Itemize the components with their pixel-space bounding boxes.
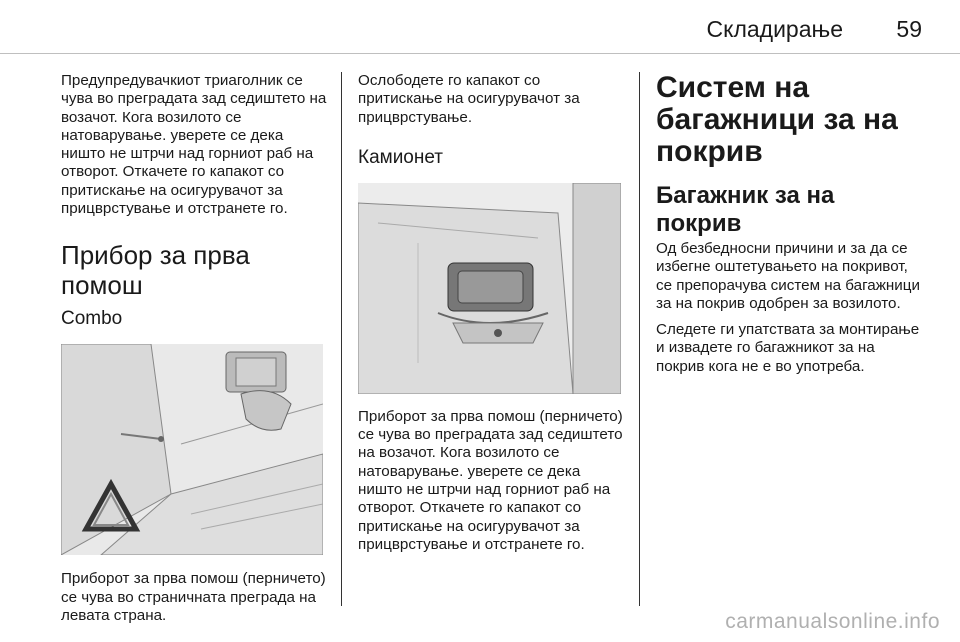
warning-triangle-text: Предупредувачкиот триаголник се чува во преградата зад седиштето на возачот. Кога возилото се натоварување. уверете се дека ништо не штрчи над горниот раб на отворот. Откачете го капакот со притискање на осигурувачот за прицврстување и отстранете го.: [61, 72, 327, 218]
roof-rack-paragraph-1: Од безбедносни причини и за да се избегне оштетувањето на покривот, се препорачува систем на багажници за на покрив одобрен за возилото.: [656, 240, 920, 312]
column-1: [61, 72, 331, 625]
roof-rack-subtitle: Багажник за на покрив: [656, 182, 835, 237]
combo-trunk-illustration: [61, 344, 323, 555]
van-figure-caption: Приборот за прва помош (перничето) се чува во преградата зад седиштето на возачот. Кога возилото се натоварување. уверете се дека ништо не штрчи над горниот раб на отворот. Откачете го капакот со притискање на осигурувачот за прицврстување и отстранете го.: [358, 407, 623, 553]
combo-first-aid-illustration: [61, 344, 323, 555]
combo-subheading: Combo: [61, 308, 123, 330]
roof-rack-system-title: Систем на багажници за на покрив: [656, 71, 898, 168]
roof-rack-paragraph-2: Следете ги упатствата за монтирање и извадете го багажникот за на покрив кога не е во употреба.: [656, 321, 920, 375]
release-cover-text: Ослободете го капакот со притискање на осигурувачот за прицврстување.: [358, 72, 580, 126]
column-3: [656, 72, 926, 376]
first-aid-heading: Прибор за прва помош: [61, 240, 250, 301]
van-subheading: Камионет: [358, 146, 444, 168]
chapter-title: Складирање: [706, 16, 843, 42]
van-compartment-illustration: [358, 183, 621, 394]
column-2: [358, 72, 626, 554]
column-divider-1: [341, 72, 342, 606]
watermark: carmanualsonline.info: [725, 610, 940, 633]
van-first-aid-illustration: [358, 183, 621, 394]
header-divider: [0, 53, 960, 54]
page-number: 59: [896, 16, 922, 42]
combo-figure-caption: Приборот за прва помош (перничето) се чува во страничната преграда на левата страна.: [61, 570, 326, 624]
column-divider-2: [639, 72, 640, 606]
